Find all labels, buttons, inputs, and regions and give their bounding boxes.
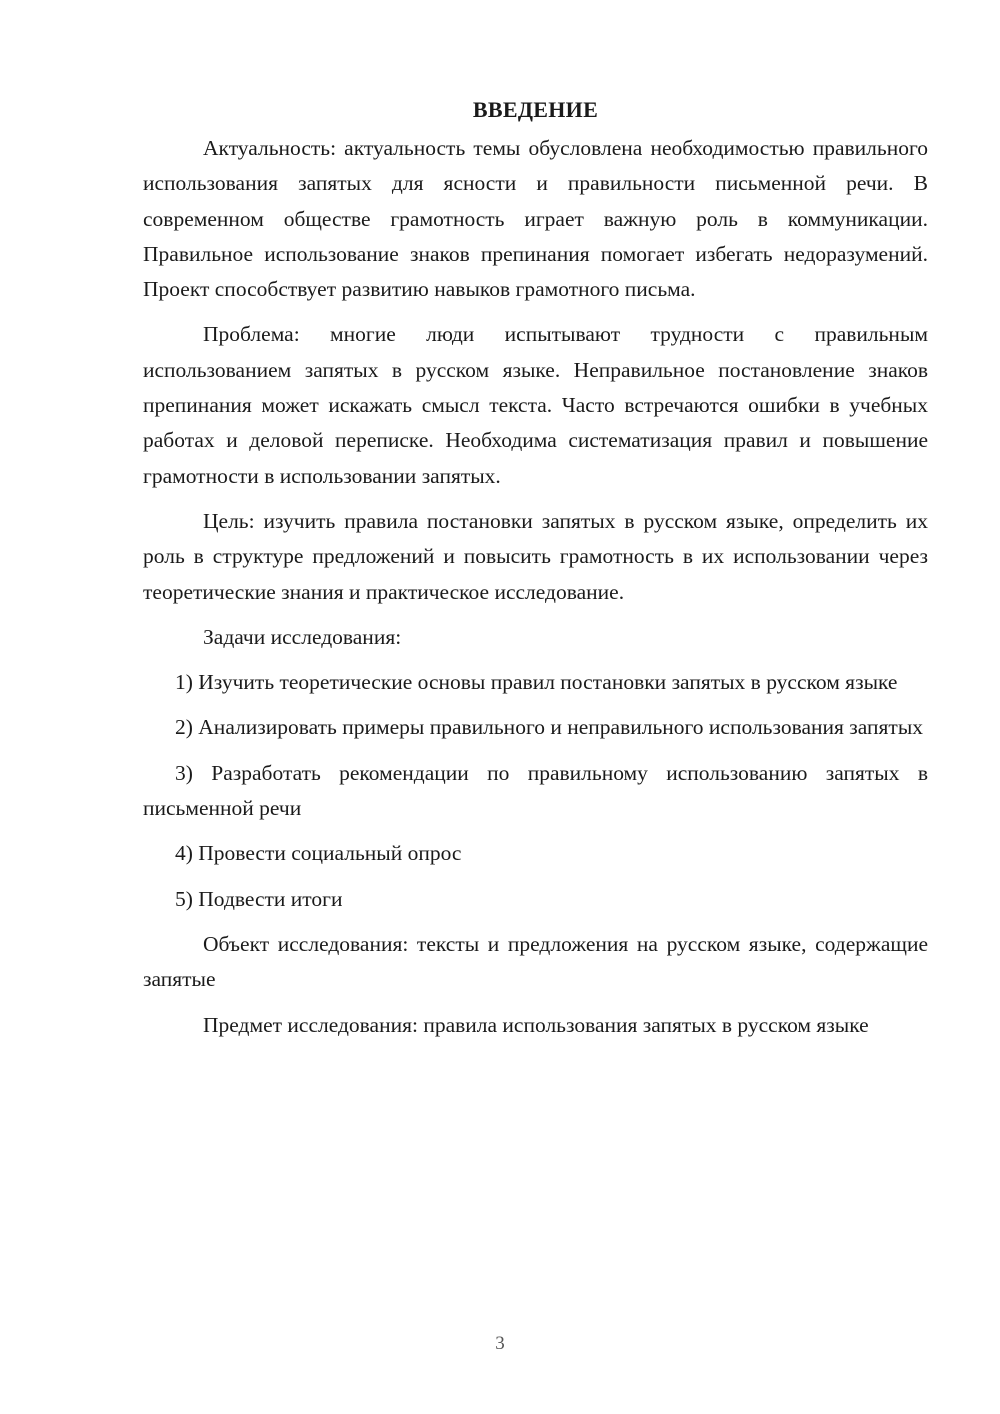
task-item-2: 2) Анализировать примеры правильного и неправильного использования запятых: [175, 715, 924, 740]
page-number: 3: [495, 1333, 505, 1354]
paragraph-problem: Проблема: многие люди испытывают трудности с правильным использованием запятых в русском языке. Неправильное постановление знаков препинания может искажать смысл текста. Часто встречаются ошибки в учебных работах и деловой переписке. Необходима систематизация правил и повышение грамотности в использовании запятых.: [143, 322, 928, 488]
task-item-1: 1) Изучить теоретические основы правил постановки запятых в русском языке: [175, 670, 898, 695]
paragraph-goal: Цель: изучить правила постановки запятых в русском языке, определить их роль в структуре предложений и повысить грамотность в их использовании через теоретические знания и практическое исследование.: [143, 508, 928, 604]
tasks-heading: Задачи исследования:: [203, 624, 402, 649]
task-item-3: 3) Разработать рекомендации по правильному использованию запятых в письменной речи: [143, 760, 928, 821]
paragraph-object: Объект исследования: тексты и предложения на русском языке, содержащие запятые: [143, 931, 928, 992]
paragraph-subject: Предмет исследования: правила использования запятых в русском языке: [203, 1012, 869, 1037]
task-item-4: 4) Провести социальный опрос: [175, 841, 462, 866]
page-title: ВВЕДЕНИЕ: [472, 97, 599, 122]
document-page: [143, 92, 928, 1053]
paragraph-relevance: Актуальность: актуальность темы обусловлена необходимостью правильного использования запятых для ясности и правильности письменной речи. В современном обществе грамотность играет важную роль в коммуникации. Правильное использование знаков препинания помогает избегать недоразумений. Проект способствует развитию навыков грамотного письма.: [143, 136, 928, 302]
task-item-5: 5) Подвести итоги: [175, 886, 343, 911]
